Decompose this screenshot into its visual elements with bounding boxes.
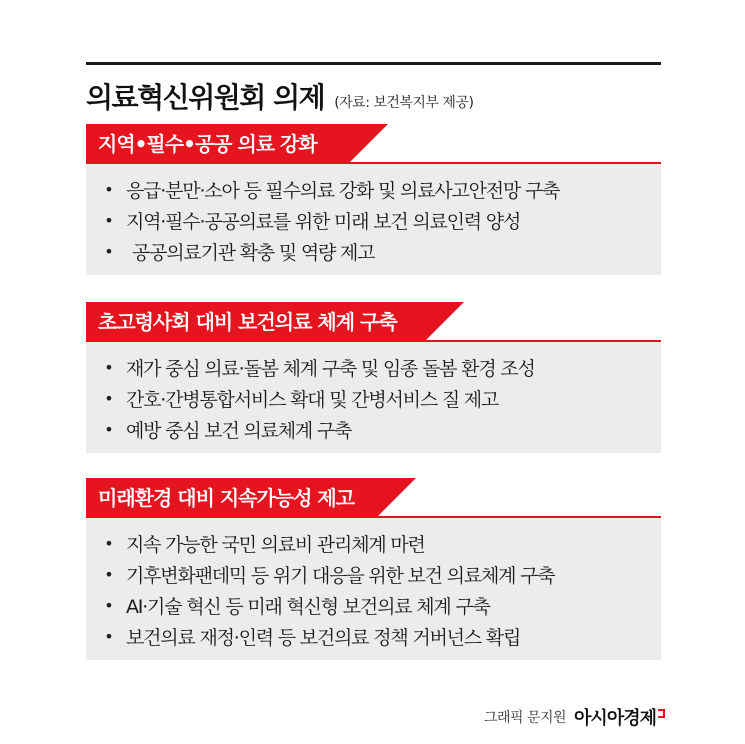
bullet-icon: • xyxy=(104,180,114,199)
section-heading: 미래환경 대비 지속가능성 제고 xyxy=(98,486,355,510)
list-item-text: 지속 가능한 국민 의료비 관리체계 마련 xyxy=(126,534,425,556)
bullet-icon: • xyxy=(104,389,114,408)
list-item xyxy=(86,621,661,652)
bullet-icon: • xyxy=(104,242,114,261)
list-item xyxy=(86,352,661,383)
list-item xyxy=(86,559,661,590)
section-body xyxy=(86,518,661,660)
graphic-credit: 그래픽 문지원 xyxy=(483,710,567,726)
top-rule xyxy=(86,62,661,65)
bullet-icon: • xyxy=(104,420,114,439)
list-item xyxy=(86,590,661,621)
brand-mark-icon xyxy=(658,709,665,718)
bullet-icon: • xyxy=(104,358,114,377)
list-item-text: 지역·필수·공공의료를 위한 미래 보건 의료인력 양성 xyxy=(126,211,521,233)
bullet-icon: • xyxy=(104,627,114,646)
list-item-text: 기후변화팬데믹 등 위기 대응을 위한 보건 의료체계 구축 xyxy=(126,565,555,587)
section-heading: 초고령사회 대비 보건의료 체계 구축 xyxy=(98,310,397,334)
section-body xyxy=(86,342,661,453)
section-banner xyxy=(86,302,661,342)
list-item xyxy=(86,205,661,236)
source-note: (자료: 보건복지부 제공) xyxy=(334,95,474,111)
list-item xyxy=(86,383,661,414)
list-item-text: 간호·간병통합서비스 확대 및 간병서비스 질 제고 xyxy=(126,389,499,411)
list-item-text: 재가 중심 의료·돌봄 체계 구축 및 임종 돌봄 환경 조성 xyxy=(126,358,535,380)
section-banner xyxy=(86,124,661,164)
bullet-icon: • xyxy=(104,565,114,584)
section-body xyxy=(86,164,661,275)
section-future-sustainability xyxy=(86,478,661,660)
footer-credit xyxy=(484,704,665,730)
list-item-text: 응급·분만·소아 등 필수의료 강화 및 의료사고안전망 구축 xyxy=(126,180,560,202)
page-title: 의료혁신위원회 의제 xyxy=(86,81,325,114)
title-row xyxy=(86,76,473,116)
list-item-text: AI·기술 혁신 등 미래 혁신형 보건의료 체계 구축 xyxy=(126,596,490,618)
banner-rule xyxy=(86,516,661,518)
banner-rule xyxy=(86,162,661,164)
section-regional-essential-public xyxy=(86,124,661,275)
section-banner xyxy=(86,478,661,518)
section-heading: 지역•필수•공공 의료 강화 xyxy=(98,132,317,156)
list-item xyxy=(86,174,661,205)
list-item xyxy=(86,414,661,445)
bullet-icon: • xyxy=(104,211,114,230)
banner-rule xyxy=(86,340,661,342)
list-item xyxy=(86,528,661,559)
list-item-text: 공공의료기관 확충 및 역량 제고 xyxy=(132,242,375,264)
brand-logo: 아시아경제 xyxy=(574,708,656,729)
list-item-text: 예방 중심 보건 의료체계 구축 xyxy=(126,420,352,442)
list-item-text: 보건의료 재정·인력 등 보건의료 정책 거버넌스 확립 xyxy=(126,627,521,649)
bullet-icon: • xyxy=(104,596,114,615)
list-item xyxy=(86,236,661,267)
section-aged-society xyxy=(86,302,661,453)
bullet-icon: • xyxy=(104,534,114,553)
